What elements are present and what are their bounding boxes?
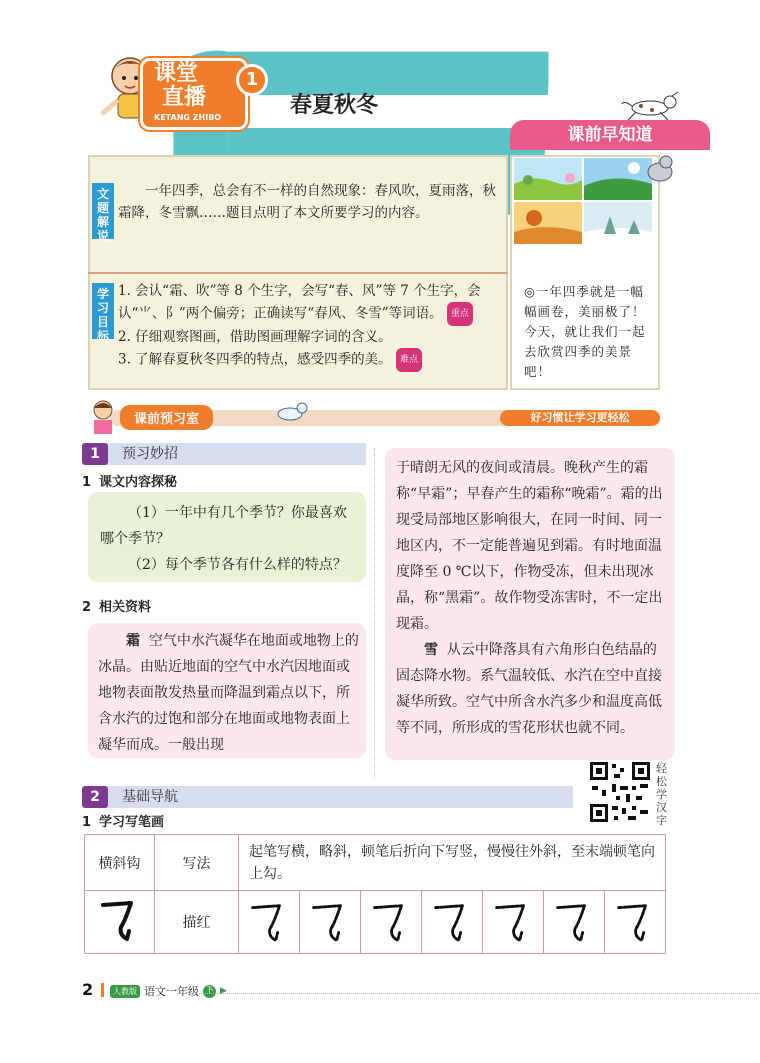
trace-box[interactable] <box>239 891 300 953</box>
winter-picture <box>584 202 652 244</box>
page-number: 2 <box>82 980 94 999</box>
subhead-content-explore <box>82 471 177 490</box>
tag-goals-label: 学习目标 <box>97 287 110 343</box>
footer-book-info <box>110 983 227 999</box>
trace-box[interactable] <box>483 891 544 953</box>
goal-text-2: 2. 仔细观察图画，借助图画理解字词的含义。 <box>118 329 392 345</box>
section1-bar <box>88 443 366 465</box>
subhead-materials <box>82 596 151 615</box>
trace-glyph <box>611 897 659 947</box>
goal-text-3: 3. 了解春夏秋冬四季的特点，感受四季的美。 <box>118 351 392 368</box>
section1-number: 1 <box>82 443 108 465</box>
footer-separator <box>101 983 104 997</box>
trace-glyph <box>550 897 598 947</box>
qr-label: 轻松学汉字 <box>656 762 667 827</box>
frost-definition-left: 空气中水汽凝华在地面或地物上的冰晶。由贴近地面的空气中水汽因地面或地物表面散发热量而降温到霜点以下，所含水汽的过饱和部分在地面或地物表面上凝华而成。一般出现 <box>98 633 359 753</box>
stroke-sample-cell <box>85 891 155 954</box>
section1-title: 预习妙招 <box>122 446 178 462</box>
subhead-materials-number: 2 <box>82 600 92 615</box>
frost-term: 霜 <box>126 633 140 649</box>
trace-glyph <box>428 897 476 947</box>
logo-line1: 课堂 <box>154 61 199 86</box>
tag-topic <box>92 183 114 243</box>
tag-goals <box>92 283 114 343</box>
section2-bar <box>88 786 573 808</box>
lesson-title: 春夏秋冬 <box>290 93 379 118</box>
subhead-strokes-title: 学习写笔画 <box>99 815 165 830</box>
trace-glyph <box>489 897 537 947</box>
column-divider <box>374 448 375 778</box>
subhead-materials-title: 相关资料 <box>99 600 152 615</box>
goals-list <box>118 280 503 372</box>
stroke-sample-glyph <box>95 895 145 945</box>
method-text-cell: 起笔写横，略斜，顿笔后折向下写竖，慢慢往外斜，至末端顿笔向上勾。 <box>239 835 666 891</box>
tag-topic-label: 文题解说 <box>97 187 110 243</box>
section2-title: 基础导航 <box>122 789 178 805</box>
snow-term: 雪 <box>424 642 438 658</box>
running-cat-icon <box>270 398 310 426</box>
preview-room-title: 课前预习室 <box>120 405 213 430</box>
section2-number: 2 <box>82 786 108 808</box>
logo-pinyin: KETANG ZHIBO <box>154 113 222 122</box>
girl-reading-icon <box>88 398 118 436</box>
card-divider <box>88 272 508 274</box>
subhead-strokes <box>82 811 164 830</box>
subhead-content-title: 课文内容探秘 <box>99 475 178 490</box>
trace-label-cell: 描红 <box>155 891 239 954</box>
footer-arrow-icon: ▶ <box>220 986 227 996</box>
ketang-zhibo-logo <box>108 58 278 132</box>
question-2: （2）每个季节各有什么样的特点？ <box>128 557 347 573</box>
stroke-name-cell: 横斜钩 <box>85 835 155 891</box>
side-note: ◎一年四季就是一幅幅画卷，美丽极了！今天，就让我们一起去欣赏四季的美景吧！ <box>524 284 646 379</box>
footer-line <box>180 993 760 994</box>
trace-glyph <box>367 897 415 947</box>
trace-glyph <box>306 897 354 947</box>
frost-text-left <box>98 628 360 758</box>
tab-preview-knowledge: 课前早知道 <box>510 120 710 150</box>
footer-book: 语文一年级 <box>144 985 199 998</box>
question-1: （1）一年中有几个季节？你最喜欢哪个季节？ <box>100 505 347 547</box>
frost-text-right: 于晴朗无风的夜间或清晨。晚秋产生的霜称“早霜”；早春产生的霜称“晚霜”。霜的出现受局部地区影响很大，在同一时间、同一地区内，不一定能普遍见到霜。有时地面温度降至 0 ℃以下，作物受冻，但未出现冰晶，称“黑霜”。故作物受冻害时，不一定出现霜。 <box>396 460 663 632</box>
goal-item-2 <box>118 326 503 348</box>
trace-box[interactable] <box>422 891 483 953</box>
preview-slogan: 好习惯让学习更轻松 <box>500 410 660 426</box>
goal-item-3 <box>118 348 503 372</box>
trace-box[interactable] <box>544 891 605 953</box>
badge-hard: 难点 <box>396 348 422 372</box>
stroke-table <box>84 834 666 954</box>
badge-key: 重点 <box>447 302 473 326</box>
subhead-content-number: 1 <box>82 475 92 490</box>
qr-code-icon[interactable] <box>588 760 652 824</box>
trace-box[interactable] <box>300 891 361 953</box>
subhead-strokes-number: 1 <box>82 815 92 830</box>
logo-line2: 直播 <box>162 85 207 110</box>
trace-row <box>239 891 665 953</box>
topic-text: 一年四季，总会有不一样的自然现象：春风吹，夏雨落，秋霜降，冬雪飘……题目点明了本文所要学习的内容。 <box>118 183 496 221</box>
footer-edition: 人教版 <box>110 985 140 998</box>
trace-glyph <box>245 897 293 947</box>
dog-icon <box>620 90 680 122</box>
goal-text-1: 1. 会认“霜、吹”等 8 个生字，会写“春、风”等 7 个生字，会认“⺌、阝”两个偏旁；正确读写“春风、冬雪”等词语。 <box>118 283 481 322</box>
lesson-number: 1 <box>236 64 268 96</box>
snow-definition: 从云中降落具有六角形白色结晶的固态降水物。系气温较低、水汽在空中直接凝华所致。空气中所含水汽多少和温度高低等不同，所形成的雪花形状也就不同。 <box>396 642 662 736</box>
goal-item-1 <box>118 280 503 326</box>
autumn-picture <box>514 202 582 244</box>
trace-box[interactable] <box>605 891 665 953</box>
trace-cells <box>239 891 666 954</box>
spring-picture <box>514 158 582 200</box>
cat-icon <box>640 150 680 186</box>
method-label-cell: 写法 <box>155 835 239 891</box>
trace-box[interactable] <box>361 891 422 953</box>
snow-text <box>396 637 666 741</box>
footer-volume: 下 <box>204 985 214 996</box>
